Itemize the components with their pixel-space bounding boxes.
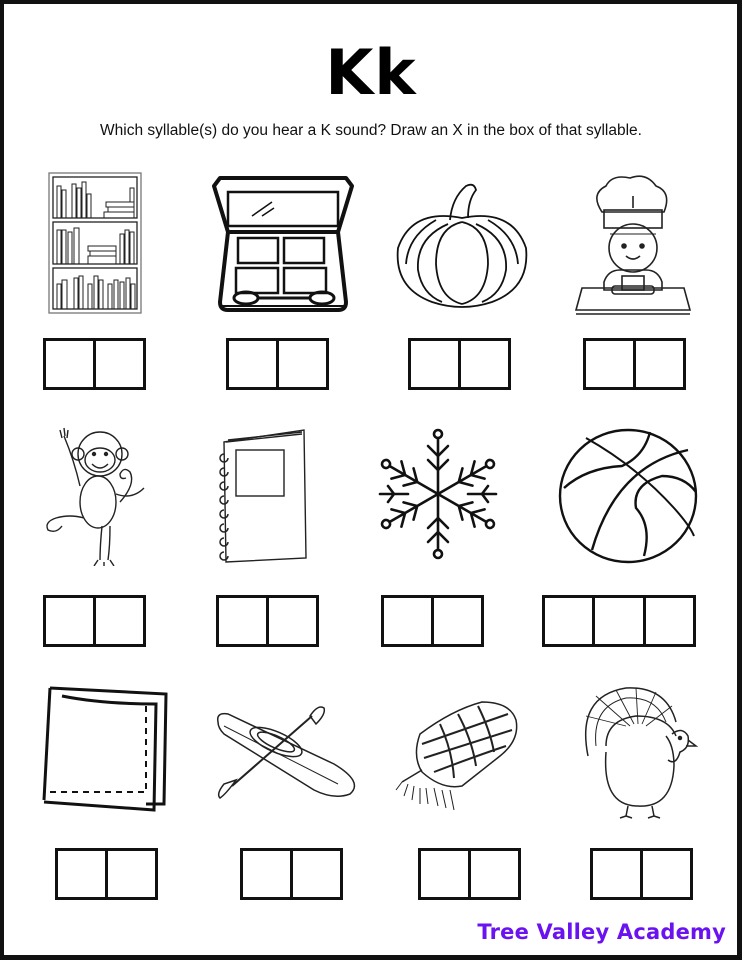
syllable-box-2[interactable]	[471, 851, 518, 897]
syllable-box-2[interactable]	[434, 598, 481, 644]
syllable-box-1[interactable]	[229, 341, 279, 387]
syllable-box-1[interactable]	[411, 341, 461, 387]
syllable-boxes	[240, 848, 343, 900]
syllable-boxes	[216, 595, 319, 647]
syllable-box-2[interactable]	[96, 341, 143, 387]
bookcase-icon	[48, 172, 142, 314]
syllable-box-2[interactable]	[636, 341, 683, 387]
snowflake-icon	[372, 426, 504, 562]
syllable-boxes	[542, 595, 696, 647]
napkin-icon	[42, 684, 170, 812]
turkey-icon	[576, 686, 700, 820]
syllable-box-1[interactable]	[219, 598, 269, 644]
blanket-icon	[392, 700, 532, 814]
syllable-box-1[interactable]	[46, 341, 96, 387]
notebook-icon	[214, 428, 310, 568]
syllable-box-2[interactable]	[461, 341, 508, 387]
pumpkin-icon	[392, 178, 532, 310]
syllable-boxes	[226, 338, 329, 390]
syllable-box-2[interactable]	[269, 598, 316, 644]
syllable-boxes	[583, 338, 686, 390]
syllable-boxes	[55, 848, 158, 900]
syllable-box-2[interactable]	[279, 341, 326, 387]
syllable-box-2[interactable]	[96, 598, 143, 644]
syllable-boxes	[408, 338, 511, 390]
syllable-box-3[interactable]	[646, 598, 693, 644]
baker-icon	[574, 172, 692, 316]
syllable-box-1[interactable]	[586, 341, 636, 387]
syllable-box-1[interactable]	[545, 598, 595, 644]
syllable-box-2[interactable]	[293, 851, 340, 897]
brand-label: Tree Valley Academy	[477, 920, 726, 944]
page-title: Kk	[325, 36, 417, 109]
syllable-boxes	[381, 595, 484, 647]
syllable-box-2[interactable]	[595, 598, 645, 644]
syllable-box-1[interactable]	[46, 598, 96, 644]
instructions-text: Which syllable(s) do you hear a K sound? Draw an X in the box of that syllable.	[100, 122, 642, 139]
syllable-box-2[interactable]	[108, 851, 155, 897]
makeup-palette-icon	[210, 174, 356, 314]
syllable-boxes	[590, 848, 693, 900]
syllable-box-1[interactable]	[421, 851, 471, 897]
basketball-icon	[556, 426, 700, 566]
syllable-box-2[interactable]	[643, 851, 690, 897]
syllable-box-1[interactable]	[384, 598, 434, 644]
syllable-boxes	[43, 595, 146, 647]
syllable-boxes	[43, 338, 146, 390]
monkey-icon	[40, 426, 156, 566]
syllable-box-1[interactable]	[243, 851, 293, 897]
syllable-box-1[interactable]	[58, 851, 108, 897]
kayak-icon	[214, 704, 362, 804]
syllable-box-1[interactable]	[593, 851, 643, 897]
syllable-boxes	[418, 848, 521, 900]
